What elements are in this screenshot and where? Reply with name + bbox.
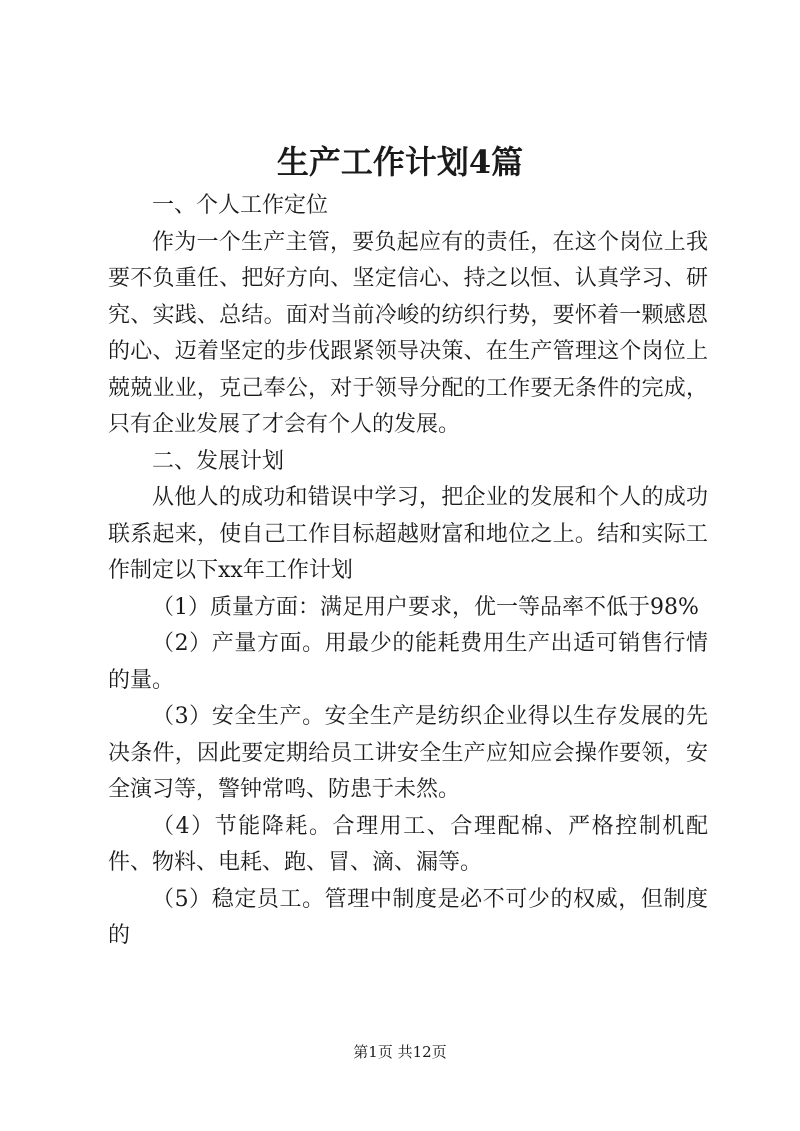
paragraph: 作为一个生产主管，要负起应有的责任，在这个岗位上我要不负重任、把好方向、坚定信心、持之以恒、认真学习、研究、实践、总结。面对当前冷峻的纺织行势，要怀着一颗感恩的心、迈着坚定的步伐跟紧领导决策、在生产管理这个岗位上兢兢业业，克己奉公，对于领导分配的工作要无条件的完成，只有企业发展了才会有个人的发展。 (108, 229, 708, 437)
page-footer: 第1页 共12页 (353, 1043, 447, 1061)
paragraph: 从他人的成功和错误中学习，把企业的发展和个人的成功联系起来，使自己工作目标超越财富和地位之上。结和实际工作制定以下xx年工作计划 (108, 485, 708, 583)
list-item: （5）稳定员工。管理中制度是必不可少的权威，但制度的 (108, 886, 708, 948)
list-item: （1）质量方面：满足用户要求，优一等品率不低于98% (152, 594, 699, 620)
document-title: 生产工作计划4篇 (276, 143, 524, 181)
document-body (108, 188, 708, 955)
section-heading: 二、发展计划 (152, 448, 285, 474)
list-item: （3）安全生产。安全生产是纺织企业得以生存发展的先决条件，因此要定期给员工讲安全生产应知应会操作要领，安全演习等，警钟常鸣、防患于未然。 (108, 704, 708, 802)
section-heading: 一、个人工作定位 (152, 193, 329, 218)
list-item: （4）节能降耗。合理用工、合理配棉、严格控制机配件、物料、电耗、跑、冒、滴、漏等。 (108, 813, 708, 875)
list-item: （2）产量方面。用最少的能耗费用生产出适可销售行情的量。 (108, 631, 708, 693)
